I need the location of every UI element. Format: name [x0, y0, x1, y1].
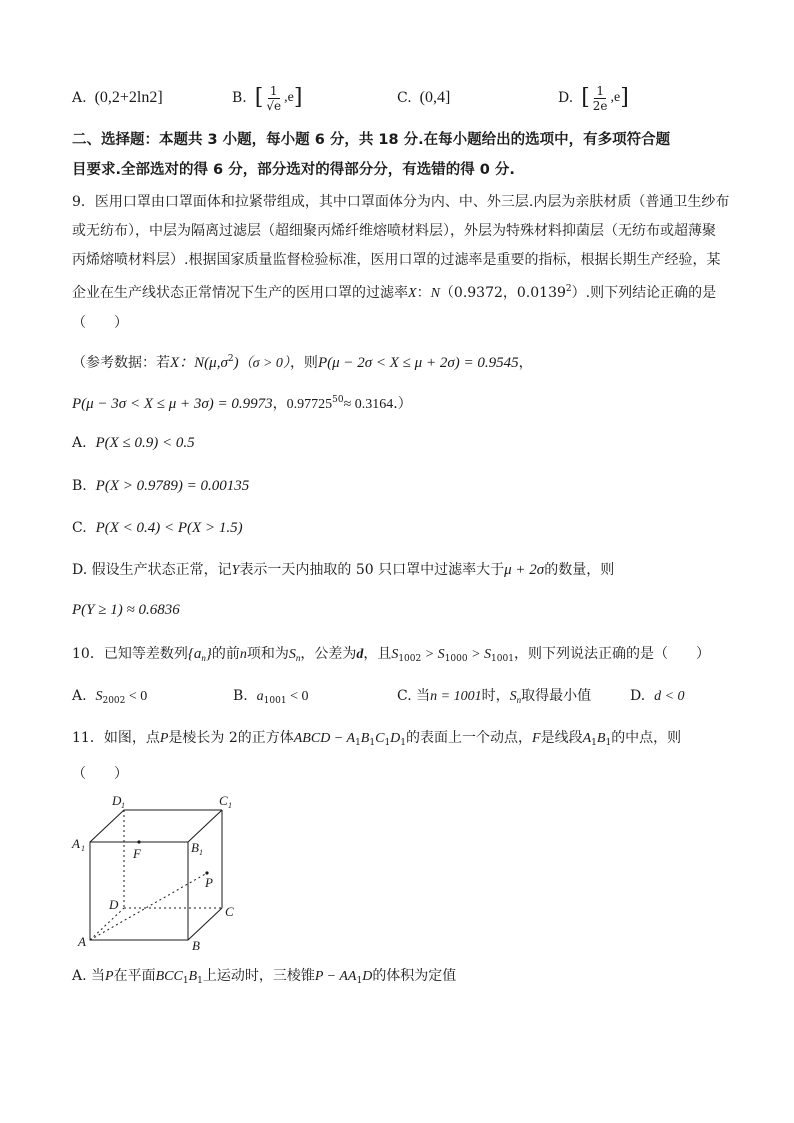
- q9-line1: 9．医用口罩由口罩面体和拉紧带组成，其中口罩面体分为内、中、外三层.内层为亲肤材质（普通卫生纱布: [72, 194, 730, 210]
- q10-ineq-gt1: > S: [421, 647, 445, 662]
- option-d-fraction: [591, 84, 610, 113]
- q9-answer-paren: （ ）: [72, 315, 128, 331]
- q9-option-d-text2: 表示一天内抽取的 50 只口罩中过滤率大于: [239, 562, 505, 578]
- q11-cube-sub4: 1: [400, 738, 407, 748]
- q9-option-d-label: D.: [72, 562, 88, 578]
- q10-option-c-sub: n: [516, 695, 522, 705]
- q11-answer-paren: （ ）: [72, 766, 128, 782]
- q11-option-a-plane-sub: 1: [182, 976, 189, 986]
- q11-option-a-pyr: P − AA: [314, 969, 357, 984]
- q9-ref-dist-close: ): [233, 355, 239, 371]
- q11-option-a-pyr-sub: 1: [356, 976, 363, 986]
- q11-cube-D: D: [390, 731, 401, 746]
- label-b1: B: [191, 840, 199, 855]
- label-c1-sub: 1: [228, 801, 232, 810]
- q9-params-exp: 2: [565, 284, 572, 294]
- option-c[interactable]: [397, 76, 450, 120]
- option-b-fraction: [264, 84, 283, 113]
- q9-option-d-text1: 假设生产状态正常，记: [91, 562, 232, 578]
- q9-ref-dist-exp: 2: [227, 354, 234, 364]
- q9-ref-sep: ，: [272, 396, 287, 412]
- q9-option-c[interactable]: [72, 518, 243, 538]
- q11-option-a-plane-sub2: 1: [197, 976, 203, 986]
- label-c: C: [225, 904, 234, 919]
- option-b-bracket-right: ]: [293, 85, 303, 110]
- q10-option-a-rel: < 0: [125, 689, 148, 704]
- prev-question-options: [72, 76, 722, 120]
- option-a-expr: (0,2+2ln2]: [94, 89, 163, 106]
- q11-cube-sub2: 1: [369, 738, 376, 748]
- q9-line3: 丙烯熔喷材料层）.根据国家质量监督检验标准，医用口罩的过滤率是重要的指标，根据长期生产经验，某: [72, 252, 721, 268]
- label-a1: A: [72, 836, 80, 851]
- q9-option-b[interactable]: [72, 476, 249, 496]
- q10-mid3: ，公差为: [300, 646, 357, 662]
- q9-reference-line1: [72, 349, 533, 374]
- label-f: F: [133, 846, 141, 861]
- option-b-denominator: √e: [266, 98, 282, 113]
- q9-colon: ：: [416, 285, 431, 301]
- q9-reference-line2: [72, 390, 412, 415]
- q11-option-a-mid2: 上运动时，三棱锥: [202, 968, 315, 984]
- option-d-label: D.: [558, 90, 574, 106]
- q11-option-a-pyr-D: D: [362, 969, 373, 984]
- q9-ref-pre: （参考数据：若: [72, 355, 170, 371]
- label-c1: C: [219, 793, 228, 808]
- q11-option-a-post: 的体积为定值: [372, 968, 457, 984]
- q10-seq-sub: n: [201, 653, 206, 663]
- option-d-denominator: 2e: [592, 98, 608, 113]
- option-a-label: A.: [72, 90, 87, 106]
- q11-option-a-pre: A. 当: [72, 968, 106, 984]
- q10-mid1: 的前: [211, 646, 240, 662]
- q11-mid2: 的表面上一个动点，: [406, 730, 533, 746]
- hidden-edge-a-d: [90, 908, 124, 940]
- q9-line4-pre: 企业在生产线状态正常情况下生产的医用口罩的过滤率: [72, 285, 408, 301]
- q9-ref-prob-2sigma: P(μ − 2σ < X ≤ μ + 2σ) = 0.9545: [317, 355, 519, 371]
- option-d[interactable]: [558, 76, 629, 120]
- q10-option-d-label: D.: [630, 688, 646, 704]
- q10-post: ，则下列说法正确的是（ ）: [513, 646, 710, 662]
- q11-cube-C: C: [375, 731, 385, 746]
- q10-option-c-label: C. 当: [397, 688, 431, 704]
- q11-stem: [72, 728, 681, 753]
- q10-n: n: [239, 647, 247, 662]
- q9-line4-post: ）.则下列结论正确的是: [571, 285, 717, 301]
- edge-b1-c1: [188, 810, 222, 842]
- q10-S-sub: n: [295, 653, 301, 663]
- q9-option-c-label: C.: [72, 520, 87, 536]
- q10-pre: 10．已知等差数列: [72, 646, 188, 662]
- q9-option-d-var-y: Y: [231, 563, 240, 578]
- q9-option-a-expr: P(X ≤ 0.9) < 0.5: [95, 435, 195, 451]
- q10-option-b-a: a: [256, 689, 264, 704]
- q11-seg-sub2: 1: [605, 738, 612, 748]
- q9-ref-approx: ≈ 0.3164: [343, 397, 394, 412]
- option-b-bracket-left: [: [254, 85, 264, 110]
- label-p: P: [205, 875, 213, 890]
- q9-ref-cond: （σ > 0）: [238, 356, 290, 371]
- q11-seg-A: A: [582, 731, 592, 746]
- q9-line2: 或无纺布），中层为隔离过滤层（超细聚丙烯纤维熔喷材料层），外层为特殊材料抑菌层（无纺布或超薄聚: [72, 223, 716, 239]
- q9-ref-dist: X：N(μ,σ: [170, 355, 228, 371]
- section-heading-line1: 二、选择题：本题共 3 小题，每小题 6 分，共 18 分.在每小题给出的选项中，有多项符合题: [72, 132, 671, 148]
- q11-cube-B: B: [360, 731, 370, 746]
- q11-option-a-plane: BCC: [155, 969, 183, 984]
- q10-seq-close: }: [205, 646, 212, 662]
- q11-P: P: [159, 731, 169, 746]
- q10-option-c[interactable]: [397, 686, 591, 710]
- q9-option-a-label: A.: [72, 435, 87, 451]
- q9-ref-then: ，则: [289, 355, 318, 371]
- q9-option-d-line2: [72, 600, 180, 620]
- point-f: [137, 840, 140, 843]
- q9-option-d-text3: 的数量，则: [544, 562, 615, 578]
- option-b[interactable]: [232, 76, 302, 120]
- q10-option-a-label: A.: [72, 688, 87, 704]
- edge-b-c: [188, 908, 222, 940]
- q9-ref-end2: .）: [393, 396, 412, 412]
- option-b-tail: ,e: [284, 90, 294, 105]
- label-a1-sub: 1: [81, 844, 85, 853]
- q10-ineq-gt2: > S: [467, 647, 492, 662]
- q9-option-a[interactable]: [72, 433, 195, 453]
- q10-option-c-mid: 时，: [481, 688, 510, 704]
- q9-ref-base-exp: 50: [332, 395, 344, 405]
- q9-option-d-prob: P(Y ≥ 1) ≈ 0.6836: [72, 602, 180, 618]
- option-a[interactable]: [72, 76, 163, 120]
- label-d1: D: [112, 793, 122, 808]
- q9-ref-base: 0.97725: [286, 397, 333, 412]
- q10-option-a[interactable]: [72, 686, 147, 711]
- q11-F: F: [532, 731, 541, 746]
- label-b1-sub: 1: [199, 848, 203, 857]
- q9-ref-prob-3sigma: P(μ − 3σ < X ≤ μ + 3σ) = 0.9973: [72, 396, 273, 412]
- q11-seg-sub1: 1: [591, 738, 597, 748]
- q9-normal-n: N: [430, 286, 440, 301]
- q9-ref-end: ，: [518, 355, 533, 371]
- q10-option-c-S: S: [509, 689, 517, 704]
- q9-option-b-label: B.: [72, 478, 87, 494]
- q9-option-d[interactable]: [72, 560, 614, 581]
- label-d1-sub: 1: [121, 801, 125, 810]
- option-d-tail: ,e: [610, 90, 621, 105]
- option-c-expr: (0,4]: [419, 89, 451, 106]
- q10-option-c-post: 取得最小值: [521, 688, 592, 704]
- q9-option-c-expr: P(X < 0.4) < P(X > 1.5): [95, 520, 243, 536]
- q10-stem: [72, 644, 710, 669]
- q11-cube-sub1: 1: [355, 738, 361, 748]
- q10-option-b-label: B.: [233, 688, 248, 704]
- option-b-label: B.: [232, 90, 247, 106]
- q11-mid1: 是棱长为 2的正方体: [168, 730, 294, 746]
- q10-ineq-S1-sub: 1002: [398, 654, 422, 664]
- q9-option-d-expr: μ + 2σ: [504, 562, 545, 578]
- option-d-bracket-right: ]: [620, 85, 629, 110]
- option-d-bracket-left: [: [581, 85, 590, 110]
- q11-option-a-plane-B: B: [188, 969, 198, 984]
- q10-ineq-S1: S: [391, 647, 399, 662]
- q11-option-a-mid1: 在平面: [113, 968, 156, 984]
- q10-option-b-rel: < 0: [286, 689, 309, 704]
- option-d-numerator: 1: [596, 83, 604, 98]
- q9-var-x: X: [408, 286, 417, 301]
- q10-option-b[interactable]: [233, 686, 308, 711]
- label-d: D: [109, 897, 119, 912]
- hidden-segment-a-p: [90, 873, 207, 940]
- q10-ineq-S2-sub: 1000: [444, 654, 468, 664]
- q10-seq: {a: [187, 646, 202, 662]
- q10-mid2: 项和为: [246, 646, 289, 662]
- q10-mid4: ，且: [363, 646, 392, 662]
- q10-option-d-expr: d < 0: [654, 689, 685, 704]
- q11-seg-B: B: [596, 731, 606, 746]
- section-heading-line2: 目要求.全部选对的得 6 分，部分选对的得部分分，有选错的得 0 分.: [72, 162, 515, 178]
- q10-option-b-sub: 1001: [263, 696, 287, 706]
- q10-d: d: [356, 647, 364, 662]
- option-b-numerator: 1: [269, 83, 278, 98]
- q9-option-b-expr: P(X > 0.9789) = 0.00135: [95, 478, 250, 494]
- q10-option-a-S: S: [95, 689, 103, 704]
- q11-pre: 11．如图，点: [72, 730, 160, 746]
- q9-line4: [72, 279, 716, 304]
- q10-option-c-n: n = 1001: [430, 689, 482, 704]
- edge-a1-d1: [90, 810, 124, 842]
- q11-option-a[interactable]: [72, 966, 456, 991]
- q11-post: 的中点，则: [611, 730, 682, 746]
- cube-figure: [60, 790, 250, 960]
- q11-mid3: 是线段: [540, 730, 583, 746]
- label-a: A: [78, 934, 86, 949]
- label-b: B: [192, 938, 200, 953]
- q10-option-d[interactable]: [630, 686, 685, 707]
- option-c-label: C.: [397, 90, 412, 106]
- q10-option-a-sub: 2002: [102, 696, 126, 706]
- q9-params: （0.9372，0.0139: [439, 285, 566, 301]
- q11-option-a-P: P: [105, 969, 114, 984]
- q10-S: S: [288, 647, 296, 662]
- q11-cube-pre: ABCD − A: [293, 731, 356, 746]
- q10-ineq-S3-sub: 1001: [491, 654, 514, 664]
- q11-cube-sub3: 1: [384, 738, 391, 748]
